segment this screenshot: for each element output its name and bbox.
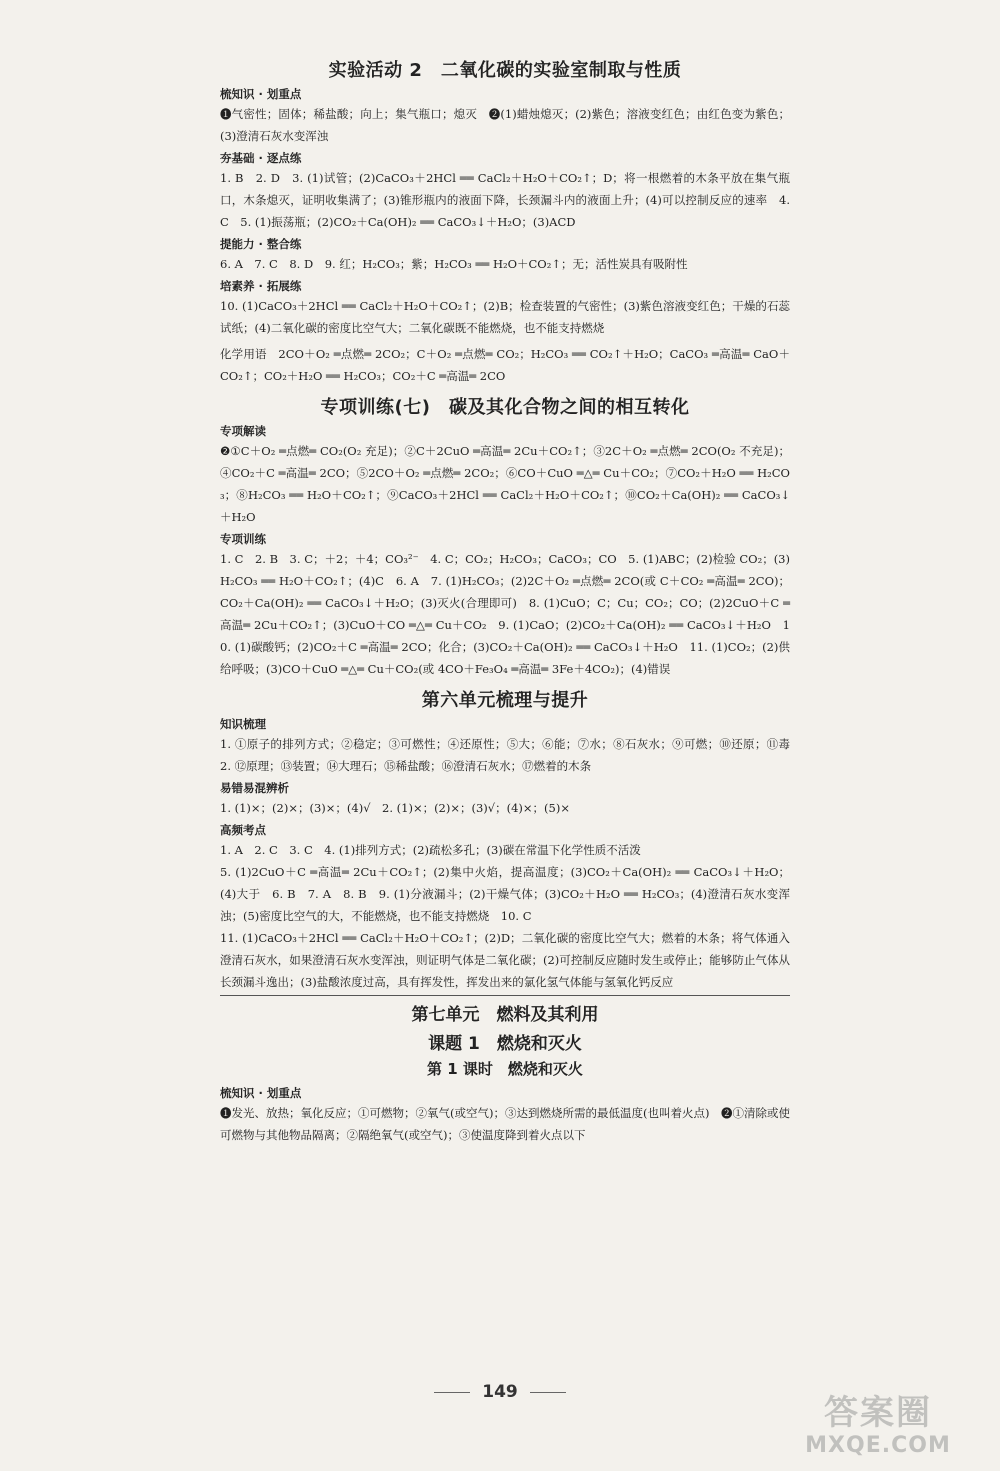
- block-heading: 梳知识 · 划重点: [220, 1086, 302, 1100]
- block-text: 6. A 7. C 8. D 9. 红；H₂CO₃；紫；H₂CO₃ ══ H₂O＋CO₂↑；无；活性炭具有吸附性: [220, 257, 688, 271]
- section-experiment-2: [220, 56, 790, 387]
- watermark-logo: 答案圈: [824, 1393, 932, 1433]
- block-text: 1. B 2. D 3. (1)试管；(2)CaCO₃＋2HCl ══ CaCl₂＋H₂O＋CO₂↑；D；将一根燃着的木条平放在集气瓶口，木条熄灭，证明收集满了；(3)锥形瓶内的液面下降，长颈漏斗内的液面上升；(4)可以控制反应的速率 4. C 5. (1)振荡瓶；(2)CO₂＋Ca(OH)₂ ══ CaCO₃↓＋H₂O；(3)ACD: [220, 171, 790, 229]
- block-heading: 培素养 · 拓展练: [220, 279, 302, 293]
- block-text: ❷①C＋O₂ ═点燃═ CO₂(O₂ 充足)；②C＋2CuO ═高温═ 2Cu＋CO₂↑；③2C＋O₂ ═点燃═ 2CO(O₂ 不充足)；④CO₂＋C ═高温═ 2CO；⑤2CO＋O₂ ═点燃═ 2CO₂；⑥CO＋CuO ═△═ Cu＋CO₂；⑦CO₂＋H₂O ══ H₂CO₃；⑧H₂CO₃ ══ H₂O＋CO₂↑；⑨CaCO₃＋2HCl ══ CaCl₂＋H₂O＋CO₂↑；⑩CO₂＋Ca(OH)₂ ══ CaCO₃↓＋H₂O: [220, 444, 790, 524]
- section-special-training-7: [220, 393, 790, 680]
- period-title: 第 1 课时 燃烧和灭火: [427, 1060, 583, 1078]
- site-watermark: [778, 1393, 978, 1463]
- section-unit-6-review: [220, 686, 802, 996]
- block-heading: 梳知识 · 划重点: [220, 87, 302, 101]
- block-heading: 夯基础 · 逐点练: [220, 151, 302, 165]
- block-heading: 专项训练: [220, 532, 266, 546]
- divider: [530, 1392, 566, 1393]
- block-text: 11. (1)CaCO₃＋2HCl ══ CaCl₂＋H₂O＋CO₂↑；(2)D；二氧化碳的密度比空气大；燃着的木条；将气体通入澄清石灰水，如果澄清石灰水变浑浊，则证明气体是二氧化碳；(2)可控制反应随时发生或停止；能够防止气体从长颈漏斗逸出；(3)盐酸浓度过高，具有挥发性，挥发出来的氯化氢气体能与氢氧化钙反应: [220, 931, 790, 989]
- divider: [220, 995, 790, 996]
- section-title: 实验活动 2 二氧化碳的实验室制取与性质: [328, 60, 682, 81]
- block-text: 1. ①原子的排列方式；②稳定；③可燃性；④还原性；⑤大；⑥能；⑦水；⑧石灰水；⑨可燃；⑩还原；⑪毒 2. ⑫原理；⑬装置；⑭大理石；⑮稀盐酸；⑯澄清石灰水；⑰燃着的木条: [220, 737, 802, 773]
- block-text: 5. (1)2CuO＋C ═高温═ 2Cu＋CO₂↑；(2)集中火焰，提高温度；(3)CO₂＋Ca(OH)₂ ══ CaCO₃↓＋H₂O；(4)大于 6. B 7. A 8. B 9. (1)分液漏斗；(2)干燥气体；(3)CO₂＋H₂O ══ H₂CO₃；(4)澄清石灰水变浑浊；(5)密度比空气的大，不能燃烧，也不能支持燃烧 10. C: [220, 865, 790, 923]
- section-unit-7: [220, 1000, 790, 1146]
- section-title: 第六单元梳理与提升: [421, 690, 589, 711]
- block-text: 1. A 2. C 3. C 4. (1)排列方式；(2)疏松多孔；(3)碳在常温下化学性质不活泼: [220, 843, 641, 857]
- block-text: 10. (1)CaCO₃＋2HCl ══ CaCl₂＋H₂O＋CO₂↑；(2)B；检查装置的气密性；(3)紫色溶液变红色；干燥的石蕊试纸；(4)二氧化碳的密度比空气大；二氧化碳既不能燃烧，也不能支持燃烧: [220, 299, 790, 335]
- block-text: 1. C 2. B 3. C；＋2；＋4；CO₃²⁻ 4. C；CO₂；H₂CO₃；CaCO₃；CO 5. (1)ABC；(2)检验 CO₂；(3)H₂CO₃ ══ H₂O＋CO₂↑；(4)C 6. A 7. (1)H₂CO₃；(2)2C＋O₂ ═点燃═ 2CO(或 C＋CO₂ ═高温═ 2CO)；CO₂＋Ca(OH)₂ ══ CaCO₃↓＋H₂O；(3)灭火(合理即可) 8. (1)CuO；C；Cu；CO₂；CO；(2)2CuO＋C ═高温═ 2Cu＋CO₂↑；(3)CuO＋CO ═△═ Cu＋CO₂ 9. (1)CaO；(2)CO₂＋Ca(OH)₂ ══ CaCO₃↓＋H₂O 10. (1)碳酸钙；(2)CO₂＋C ═高温═ 2CO；化合；(3)CO₂＋Ca(OH)₂ ══ CaCO₃↓＋H₂O 11. (1)CO₂；(2)供给呼吸；(3)CO＋CuO ═△═ Cu＋CO₂(或 4CO＋Fe₃O₄ ═高温═ 3Fe＋4CO₂)；(4)错误: [220, 552, 790, 676]
- block-text: ❶气密性；固体；稀盐酸；向上；集气瓶口；熄灭 ❷(1)蜡烛熄灭；(2)紫色；溶液变红色；由红色变为紫色；(3)澄清石灰水变浑浊: [220, 107, 790, 143]
- unit-title: 第七单元 燃料及其利用: [411, 1005, 599, 1025]
- page-number-text: 149: [482, 1382, 518, 1402]
- block-heading: 高频考点: [220, 823, 266, 837]
- block-text: ❶发光、放热；氧化反应；①可燃物；②氧气(或空气)；③达到燃烧所需的最低温度(也叫着火点) ❷①清除或使可燃物与其他物品隔离；②隔绝氧气(或空气)；③使温度降到着火点以下: [220, 1106, 790, 1142]
- lesson-title: 课题 1 燃烧和灭火: [428, 1034, 582, 1054]
- block-text: 1. (1)×；(2)×；(3)×；(4)√ 2. (1)×；(2)×；(3)√；(4)×；(5)×: [220, 801, 570, 815]
- answer-page: [220, 50, 802, 1146]
- block-heading: 专项解读: [220, 424, 266, 438]
- chemical-terms-text: 化学用语 2CO＋O₂ ═点燃═ 2CO₂；C＋O₂ ═点燃═ CO₂；H₂CO₃ ══ CO₂↑＋H₂O；CaCO₃ ═高温═ CaO＋CO₂↑；CO₂＋H₂O ══ H₂CO₃；CO₂＋C ═高温═ 2CO: [220, 347, 790, 383]
- block-heading: 知识梳理: [220, 717, 266, 731]
- watermark-url: MXQE.COM: [805, 1433, 951, 1458]
- divider: [434, 1392, 470, 1393]
- section-title: 专项训练(七) 碳及其化合物之间的相互转化: [320, 397, 690, 418]
- block-heading: 易错易混辨析: [220, 781, 289, 795]
- block-heading: 提能力 · 整合练: [220, 237, 302, 251]
